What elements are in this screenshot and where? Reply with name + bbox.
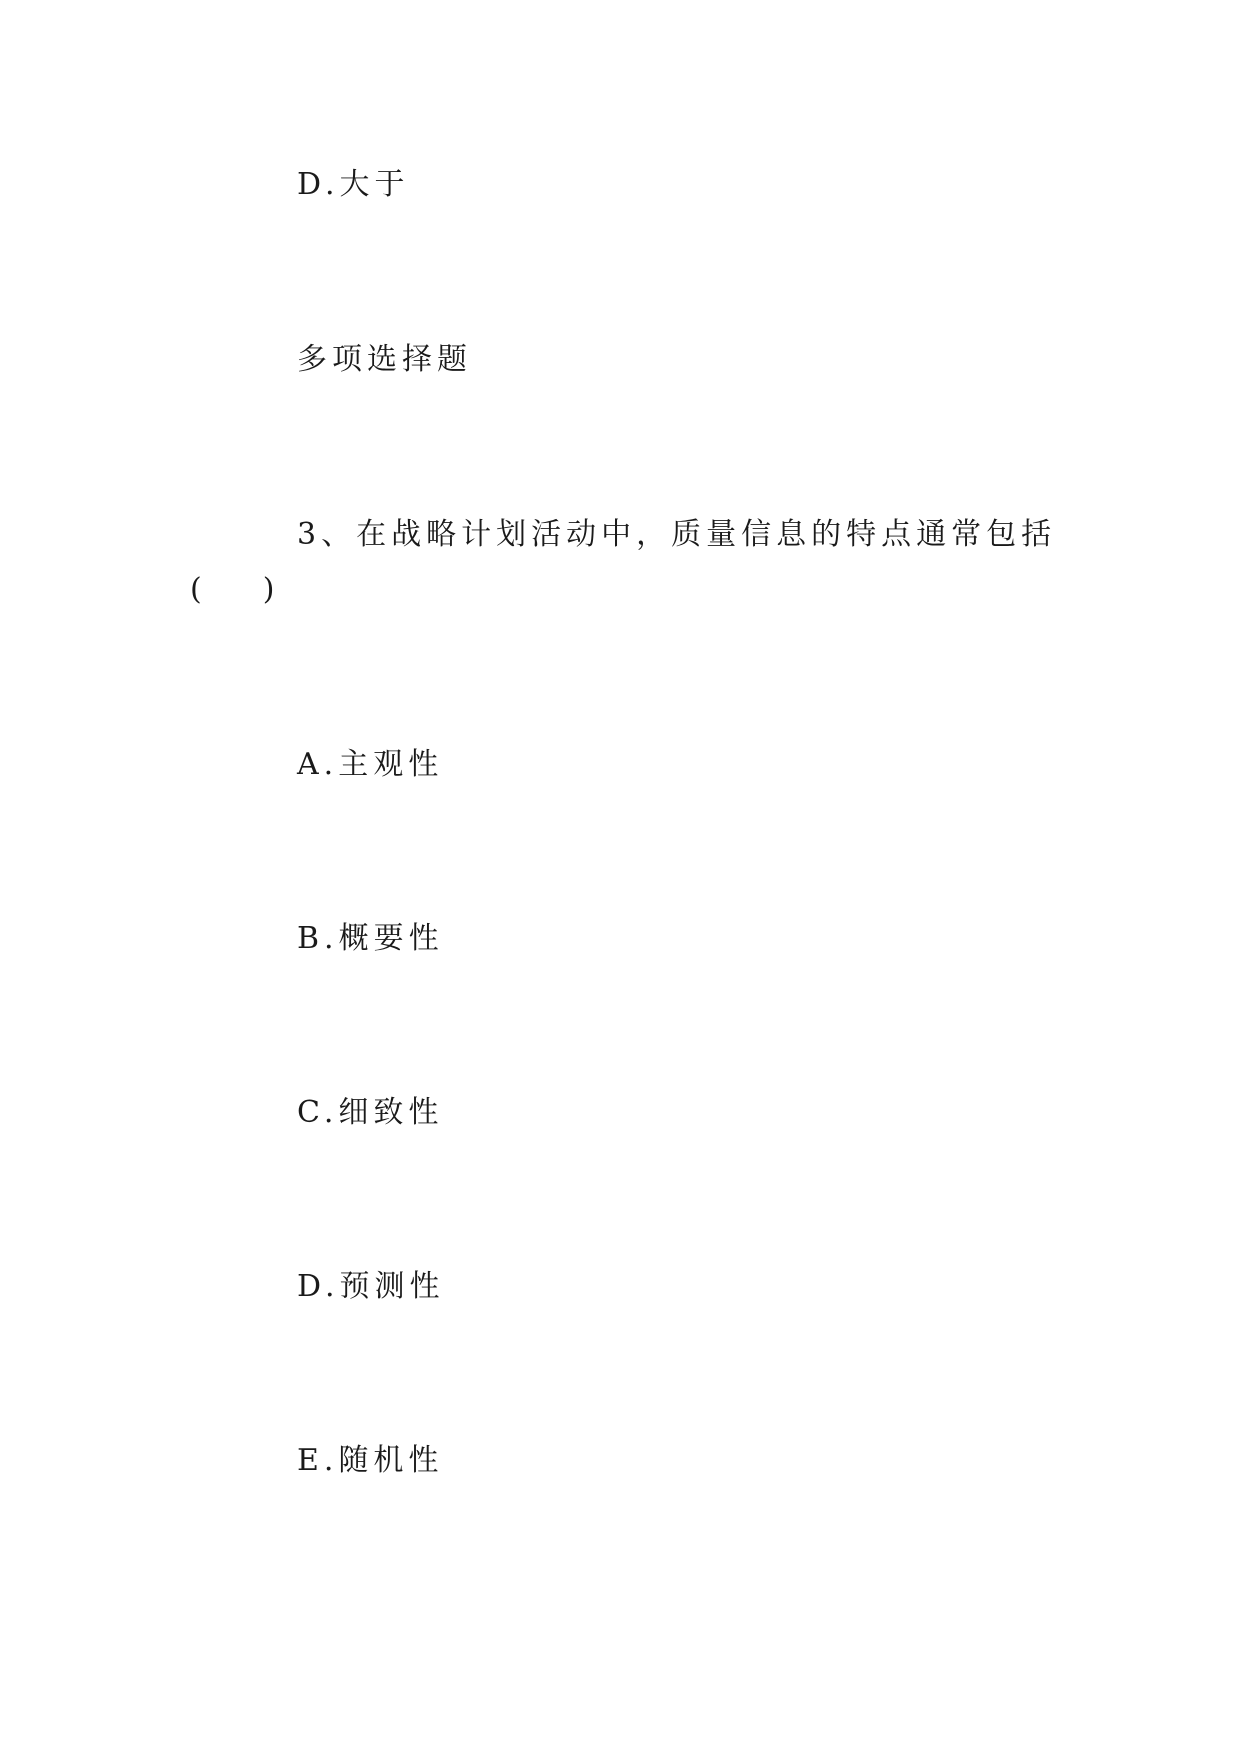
- option-letter: C.: [297, 1095, 339, 1130]
- option-letter: B.: [297, 921, 339, 956]
- option-a: [297, 745, 443, 785]
- answer-parentheses: [190, 570, 279, 610]
- option-letter: E.: [297, 1443, 339, 1478]
- option-e: [297, 1441, 443, 1481]
- question-text: 在战略计划活动中，质量信息的特点通常包括: [356, 517, 1057, 552]
- option-text: 概要性: [338, 921, 444, 956]
- section-heading: 多项选择题: [297, 342, 472, 377]
- option-letter: D.: [297, 1269, 340, 1304]
- paren-close: ): [262, 572, 280, 607]
- option-d: [297, 1267, 445, 1307]
- question-stem: [297, 515, 1056, 555]
- option-text: 主观性: [338, 747, 444, 782]
- previous-option-d: [297, 165, 410, 205]
- option-text: 细致性: [338, 1095, 444, 1130]
- paren-open: (: [190, 572, 207, 607]
- option-b: [297, 919, 444, 959]
- question-number: 3、: [297, 517, 357, 552]
- option-letter: A.: [297, 747, 339, 782]
- option-text: 大于: [339, 167, 410, 202]
- option-letter: D.: [297, 167, 340, 202]
- option-text: 随机性: [338, 1443, 444, 1478]
- option-text: 预测性: [339, 1269, 445, 1304]
- option-c: [297, 1093, 443, 1133]
